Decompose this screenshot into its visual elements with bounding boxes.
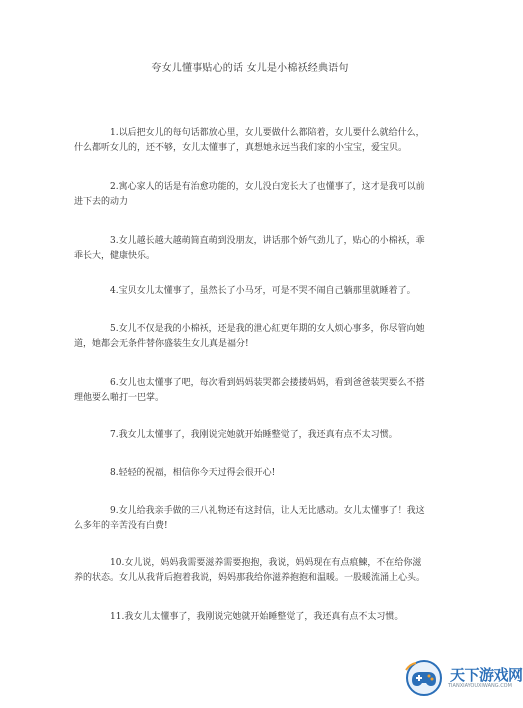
paragraph-5: 5.女儿不仅是我的小棉袄，还是我的泄心紅更年期的女人烦心事多，你尽管向她道，她都会无条件替你盛装生女儿真是福分! — [74, 324, 425, 349]
paragraph-11: 11.我女儿太懂事了，我刚说完她就开始睡整觉了，我还真有点不太习惯。 — [110, 612, 404, 622]
game-controller-icon — [398, 656, 448, 700]
watermark-logo-text: 天下游戏网 — [450, 666, 523, 684]
paragraph-9: 9.女儿给我亲手做的三八礼物还有这封信，让人无比感动。女儿太懂事了！我这么多年的辛苦没有白费! — [74, 506, 425, 531]
site-watermark-logo — [398, 656, 523, 700]
watermark-logo-subtext: TIANXIAYOUXIWANG.COM — [448, 683, 512, 689]
paragraph-10: 10.女儿说，妈妈我需要滋养需要抱抱，我说，妈妈现在有点痕鰊，不在给你滋养的状态。女儿从我背后抱着我说，妈妈那我给你滋养抱抱和温暖。一股暖流涌上心头。 — [74, 558, 426, 583]
page-title: 夸女儿懂事贴心的话 女儿是小棉袄经典语句 — [151, 63, 349, 74]
paragraph-6: 6.女儿也太懂事了吧，每次看到妈妈装哭都会搂搂妈妈，看到爸爸装哭要么不搭理他要么啪打一巴掌。 — [74, 378, 425, 403]
paragraph-8: 8.轻轻的祝福，相信你今天过得会很开心! — [110, 468, 276, 478]
paragraph-2: 2.寓心家人的话是有治愈功能的，女儿没白宠长大了也懂事了，这才是我可以前进下去的动力 — [74, 182, 425, 207]
paragraph-4: 4.宝贝女儿太懂事了，虽然长了小马牙，可是不哭不闹自己躺那里就睡着了。 — [110, 286, 416, 296]
paragraph-1: 1.以后把女儿的每句话都放心里，女儿要做什么都陪着，女儿要什么就给什么，什么都听女儿的，还不够，女儿太懂事了，真想她永远当我们家的小宝宝，爱宝贝。 — [74, 128, 425, 153]
paragraph-3: 3.女儿越长越大越萌简直萌到没朋友，讲话那个娇气劲儿了，贴心的小棉袄，乖乖长大，健康快乐。 — [74, 236, 425, 261]
paragraph-7: 7.我女儿太懂事了，我刚说完她就开始睡整觉了，我还真有点不太习惯。 — [110, 430, 398, 440]
